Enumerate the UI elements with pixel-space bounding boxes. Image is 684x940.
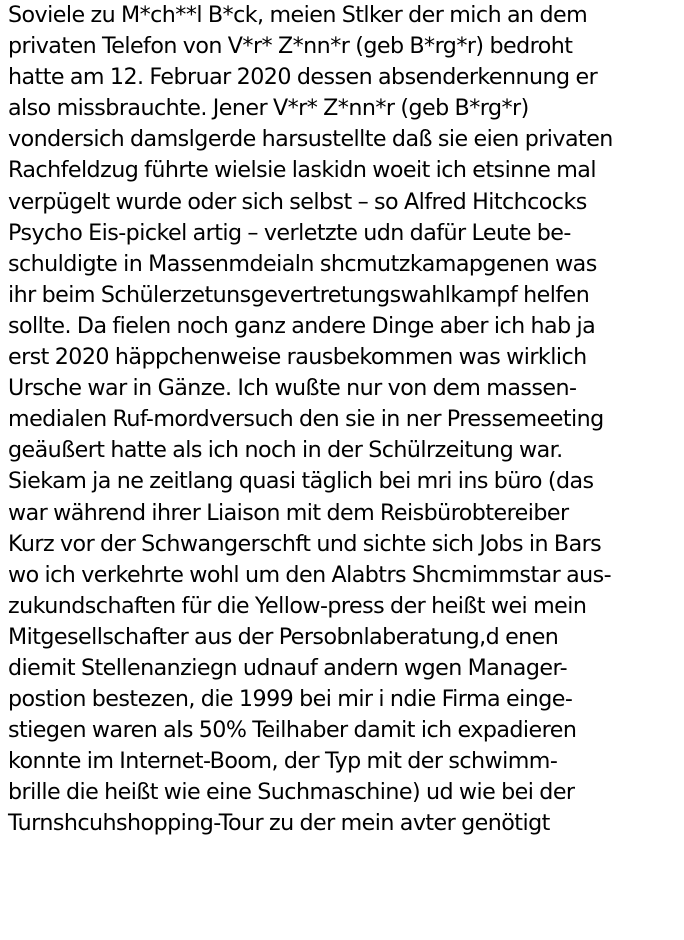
text-line: vondersich damslgerde harsustellte daß sie eien privaten bbox=[8, 126, 613, 153]
text-line: diemit Stellenanziegn udnauf andern wgen Manager- bbox=[8, 654, 568, 681]
text-line: verpügelt wurde oder sich selbst – so Alfred Hitchcocks bbox=[8, 188, 587, 215]
text-line: Turnshcuhshopping-Tour zu der mein avter genötigt bbox=[8, 810, 550, 837]
text-line: zukundschaften für die Yellow-press der heißt wei mein bbox=[8, 592, 587, 619]
text-line: wo ich verkehrte wohl um den Alabtrs Shcmimmstar aus- bbox=[8, 561, 612, 588]
text-line: Rachfeldzug führte wielsie laskidn woeit ich etsinne mal bbox=[8, 157, 596, 184]
text-line: Psycho Eis-pickel artig – verletzte udn dafür Leute be- bbox=[8, 219, 571, 246]
text-line: medialen Ruf-mordversuch den sie in ner Pressemeeting bbox=[8, 406, 604, 433]
text-line: ihr beim Schülerzetunsgevertretungswahlkampf helfen bbox=[8, 281, 590, 308]
text-line: konnte im Internet-Boom, der Typ mit der schwimm- bbox=[8, 748, 558, 775]
text-line: brille die heißt wie eine Suchmaschine) ud wie bei der bbox=[8, 779, 575, 806]
text-line: Soviele zu M*ch**l B*ck, meien Stlker der mich an dem bbox=[8, 2, 588, 28]
text-line: Ursche war in Gänze. Ich wußte nur von dem massen- bbox=[8, 375, 577, 402]
text-line: privaten Telefon von V*r* Z*nn*r (geb B*rg*r) bedroht bbox=[8, 33, 573, 60]
text-line: Siekam ja ne zeitlang quasi täglich bei mri ins büro (das bbox=[8, 468, 594, 495]
text-line: sollte. Da fielen noch ganz andere Dinge aber ich hab ja bbox=[8, 312, 596, 339]
text-line: Mitgesellschafter aus der Persobnlaberatung,d enen bbox=[8, 623, 559, 650]
text-line: stiegen waren als 50% Teilhaber damit ich expadieren bbox=[8, 717, 577, 744]
text-line: hatte am 12. Februar 2020 dessen absenderkennung er bbox=[8, 64, 598, 91]
text-line: postion bestezen, die 1999 bei mir i ndie Firma einge- bbox=[8, 686, 573, 713]
text-line: also missbrauchte. Jener V*r* Z*nn*r (geb B*rg*r) bbox=[8, 95, 529, 122]
text-line: war während ihrer Liaison mit dem Reisbürobtereiber bbox=[8, 499, 569, 526]
text-line: geäußert hatte als ich noch in der Schülrzeitung war. bbox=[8, 437, 563, 464]
body-text bbox=[8, 0, 680, 840]
text-line: Kurz vor der Schwangerschft und sichte sich Jobs in Bars bbox=[8, 530, 602, 557]
text-line: schuldigte in Massenmdeialn shcmutzkamapgenen was bbox=[8, 250, 597, 277]
text-line: erst 2020 häppchenweise rausbekommen was wirklich bbox=[8, 344, 587, 371]
